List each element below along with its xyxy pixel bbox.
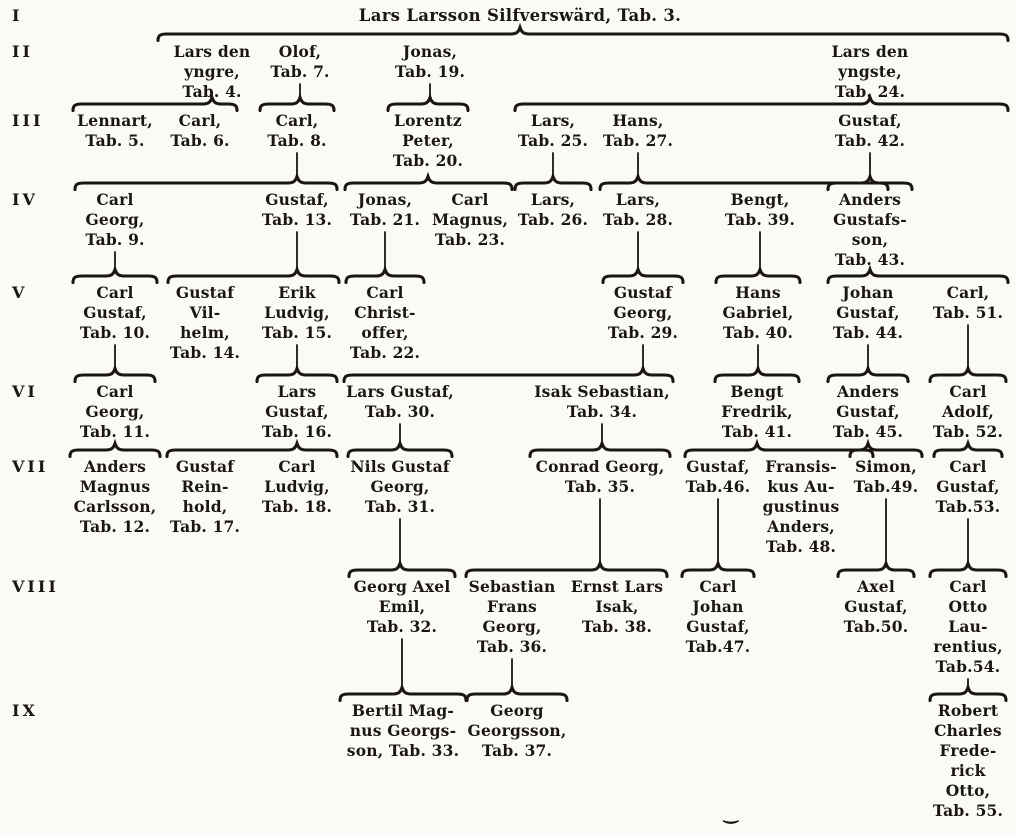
person-tab-16 bbox=[262, 382, 332, 442]
person-text-line: Tab. 19. bbox=[394, 62, 466, 81]
person-text-line: Tab. 22. bbox=[349, 343, 421, 362]
person-text-line: Georg, bbox=[370, 477, 430, 496]
person-text-line: yngre, bbox=[184, 62, 240, 81]
person-tab-4 bbox=[174, 42, 251, 102]
person-text-line: Tab.46. bbox=[685, 477, 751, 496]
generation-label-IV: IV bbox=[12, 190, 38, 209]
person-tab-14 bbox=[170, 283, 240, 363]
person-text-line: yngste, bbox=[838, 62, 902, 81]
person-text-line: Lars den bbox=[173, 42, 251, 61]
person-text-line: offer, bbox=[361, 323, 409, 342]
connector-path bbox=[70, 444, 160, 457]
person-text-line: Carl, bbox=[178, 111, 222, 130]
person-text-line: Axel bbox=[857, 577, 895, 596]
person-text-line: Ludvig, bbox=[264, 477, 330, 496]
person-text-line: Tab.50. bbox=[843, 617, 909, 636]
person-text-line: Carl bbox=[699, 577, 737, 596]
person-text-line: Tab. 25. bbox=[517, 131, 589, 150]
person-text-line: son, bbox=[851, 230, 889, 249]
person-text-line: Tab. 37. bbox=[481, 741, 553, 760]
person-tab-21 bbox=[350, 190, 420, 230]
person-text-line: Tab. 28. bbox=[602, 210, 674, 229]
generation-label-I: I bbox=[12, 6, 23, 25]
person-text-line: Gustaf bbox=[175, 457, 235, 476]
person-tab-32 bbox=[354, 577, 451, 637]
connector-path bbox=[260, 98, 334, 111]
connector-path bbox=[934, 444, 1002, 457]
person-text-line: Robert bbox=[937, 701, 999, 720]
person-text-line: Vil- bbox=[189, 303, 221, 322]
person-tab-28 bbox=[603, 190, 673, 230]
person-tab-54 bbox=[933, 577, 1002, 677]
person-text-line: Tab. 18. bbox=[261, 497, 333, 516]
person-tab-49 bbox=[854, 457, 919, 497]
person-tab-10 bbox=[80, 283, 150, 343]
person-tab-23 bbox=[432, 190, 508, 250]
person-text-line: Lennart, bbox=[77, 111, 153, 130]
person-text-line: Carl, bbox=[275, 111, 319, 130]
person-text-line: Tab. 31. bbox=[364, 497, 436, 516]
person-tab-26 bbox=[518, 190, 588, 230]
person-text-line: Hans, bbox=[612, 111, 664, 130]
person-text-line: Johan bbox=[692, 597, 744, 616]
person-text-line: Georg, bbox=[613, 303, 673, 322]
stray-ink-mark: ‿ bbox=[724, 804, 738, 824]
person-text-line: Tab. 35. bbox=[564, 477, 636, 496]
person-text-line: Isak, bbox=[595, 597, 639, 616]
connector-path bbox=[466, 564, 667, 577]
person-text-line: Tab. 34. bbox=[566, 402, 638, 421]
person-tab-11 bbox=[80, 382, 150, 442]
person-text-line: hold, bbox=[182, 497, 228, 516]
person-text-line: Tab. 21. bbox=[349, 210, 421, 229]
generation-label-III: III bbox=[12, 111, 44, 130]
connector-path bbox=[348, 444, 452, 457]
generation-label-IX: IX bbox=[12, 701, 38, 720]
person-text-line: Tab. 42. bbox=[834, 131, 906, 150]
person-text-line: Carl, bbox=[946, 283, 990, 302]
person-text-line: Olof, bbox=[278, 42, 322, 61]
person-text-line: Georg Axel bbox=[353, 577, 451, 596]
person-text-line: Tab. 41. bbox=[721, 422, 793, 441]
generation-label-V: V bbox=[12, 283, 28, 302]
connector-path bbox=[168, 270, 339, 283]
person-text-line: Anders, bbox=[767, 517, 835, 536]
person-tab-38 bbox=[571, 577, 663, 637]
person-text-line: Bengt, bbox=[730, 190, 790, 209]
person-text-line: Bengt bbox=[730, 382, 784, 401]
person-tab-6 bbox=[170, 111, 229, 151]
connector-path bbox=[467, 688, 567, 701]
person-text-line: Gustafs- bbox=[833, 210, 907, 229]
person-tab-51 bbox=[933, 283, 1003, 323]
person-text-line: Carl bbox=[949, 382, 987, 401]
connector-path bbox=[838, 564, 914, 577]
person-text-line: Carl bbox=[949, 457, 987, 476]
connector-path bbox=[930, 369, 1006, 382]
person-text-line: Tab. 13. bbox=[261, 210, 333, 229]
person-tab-8 bbox=[267, 111, 326, 151]
person-text-line: Gustaf, bbox=[836, 402, 900, 421]
person-text-line: Tab. 36. bbox=[476, 637, 548, 656]
person-text-line: Otto bbox=[948, 597, 988, 616]
person-tab-34 bbox=[534, 382, 670, 422]
person-text-line: Tab. 39. bbox=[724, 210, 796, 229]
person-tab-46 bbox=[686, 457, 751, 497]
person-tab-43 bbox=[833, 190, 907, 270]
connector-path bbox=[828, 270, 1008, 283]
person-text-line: Tab.53. bbox=[935, 497, 1001, 516]
person-text-line: Lars Larsson Silfverswärd, Tab. 3. bbox=[358, 6, 682, 25]
generation-label-VIII: VIII bbox=[12, 577, 59, 596]
person-text-line: Georg, bbox=[85, 210, 145, 229]
person-text-line: Tab. 15. bbox=[261, 323, 333, 342]
person-tab-7 bbox=[270, 42, 329, 82]
person-text-line: Peter, bbox=[402, 131, 454, 150]
person-text-line: Frans bbox=[487, 597, 537, 616]
person-tab-33 bbox=[347, 701, 459, 761]
generation-label-VI: VI bbox=[12, 382, 38, 401]
person-text-line: Sebastian bbox=[468, 577, 556, 596]
person-text-line: Tab. 48. bbox=[765, 537, 837, 556]
person-text-line: Tab. 51. bbox=[932, 303, 1004, 322]
person-text-line: Tab. 30. bbox=[364, 402, 436, 421]
person-text-line: Rein- bbox=[181, 477, 229, 496]
person-text-line: gustinus bbox=[762, 497, 840, 516]
person-text-line: Lorentz bbox=[394, 111, 462, 130]
person-text-line: Tab. 10. bbox=[79, 323, 151, 342]
connector-path bbox=[75, 177, 337, 190]
person-text-line: Carl bbox=[96, 190, 134, 209]
person-tab-3 bbox=[359, 6, 681, 26]
person-tab-50 bbox=[844, 577, 909, 637]
person-text-line: Tab. 27. bbox=[602, 131, 674, 150]
person-text-line: Tab. 23. bbox=[434, 230, 506, 249]
connector-path bbox=[930, 688, 1006, 701]
person-tab-55 bbox=[933, 701, 1003, 821]
person-text-line: Fredrik, bbox=[721, 402, 793, 421]
person-tab-37 bbox=[468, 701, 567, 761]
person-text-line: Magnus, bbox=[431, 210, 509, 229]
generation-label-VII: VII bbox=[12, 457, 49, 476]
person-text-line: Hans bbox=[735, 283, 781, 302]
person-text-line: Anders bbox=[83, 457, 147, 476]
person-text-line: Christ- bbox=[354, 303, 416, 322]
person-text-line: Tab. 7. bbox=[270, 62, 330, 81]
person-tab-24 bbox=[832, 42, 909, 102]
person-text-line: rick bbox=[950, 761, 986, 780]
person-text-line: Carl bbox=[96, 382, 134, 401]
person-tab-12 bbox=[74, 457, 157, 537]
person-text-line: Lars den bbox=[831, 42, 909, 61]
person-text-line: Tab. 16. bbox=[261, 422, 333, 441]
connector-path bbox=[850, 444, 922, 457]
person-text-line: Jonas, bbox=[402, 42, 458, 61]
person-text-line: Tab. 44. bbox=[832, 323, 904, 342]
person-text-line: Tab. 5. bbox=[85, 131, 145, 150]
person-text-line: Tab. 20. bbox=[392, 151, 464, 170]
connector-path bbox=[685, 444, 873, 457]
person-text-line: Tab. 38. bbox=[581, 617, 653, 636]
person-text-line: Tab. 9. bbox=[85, 230, 145, 249]
person-text-line: Tab. 29. bbox=[607, 323, 679, 342]
person-text-line: Lars, bbox=[615, 190, 661, 209]
person-text-line: Ernst Lars bbox=[570, 577, 664, 596]
person-text-line: Gustaf, bbox=[265, 190, 329, 209]
connector-path bbox=[682, 564, 754, 577]
connector-path bbox=[344, 369, 673, 382]
person-tab-15 bbox=[262, 283, 332, 343]
person-text-line: Tab. 32. bbox=[366, 617, 438, 636]
person-text-line: Adolf, bbox=[941, 402, 995, 421]
connector-path bbox=[515, 177, 591, 190]
person-tab-39 bbox=[725, 190, 795, 230]
person-tab-53 bbox=[936, 457, 1001, 517]
person-text-line: Tab. 12. bbox=[79, 517, 151, 536]
person-text-line: Gabriel, bbox=[722, 303, 794, 322]
person-text-line: Carl bbox=[278, 457, 316, 476]
person-text-line: Frede- bbox=[939, 741, 997, 760]
person-text-line: Conrad Georg, bbox=[535, 457, 665, 476]
person-tab-22 bbox=[350, 283, 420, 363]
connector-path bbox=[930, 564, 1006, 577]
person-text-line: Tab.47. bbox=[685, 637, 751, 656]
person-text-line: Gustaf, bbox=[83, 303, 147, 322]
person-tab-36 bbox=[469, 577, 556, 657]
person-text-line: Gustaf, bbox=[265, 402, 329, 421]
person-tab-31 bbox=[350, 457, 449, 517]
connector-path bbox=[715, 369, 799, 382]
connector-path bbox=[515, 98, 1008, 111]
person-text-line: son, Tab. 33. bbox=[346, 741, 460, 760]
person-tab-30 bbox=[346, 382, 454, 422]
person-text-line: Georgsson, bbox=[467, 721, 567, 740]
person-tab-25 bbox=[518, 111, 588, 151]
person-tab-17 bbox=[170, 457, 240, 537]
connector-path bbox=[530, 444, 670, 457]
person-text-line: Lau- bbox=[948, 617, 988, 636]
person-text-line: Anders bbox=[836, 382, 900, 401]
person-text-line: Isak Sebastian, bbox=[534, 382, 670, 401]
person-text-line: Ludvig, bbox=[264, 303, 330, 322]
person-tab-18 bbox=[262, 457, 332, 517]
person-text-line: Gustaf, bbox=[836, 303, 900, 322]
person-tab-41 bbox=[721, 382, 792, 442]
connector-path bbox=[603, 270, 683, 283]
person-text-line: Tab. 8. bbox=[267, 131, 327, 150]
person-text-line: Gustaf, bbox=[838, 111, 902, 130]
person-text-line: Gustaf, bbox=[844, 597, 908, 616]
person-text-line: rentius, bbox=[933, 637, 1003, 656]
person-tab-27 bbox=[603, 111, 673, 151]
person-tab-44 bbox=[833, 283, 903, 343]
person-text-line: Simon, bbox=[855, 457, 917, 476]
person-text-line: Carl bbox=[366, 283, 404, 302]
person-text-line: Tab. 17. bbox=[169, 517, 241, 536]
person-text-line: Otto, bbox=[945, 781, 991, 800]
person-text-line: Gustaf bbox=[613, 283, 673, 302]
person-tab-29 bbox=[608, 283, 678, 343]
person-text-line: Tab.54. bbox=[935, 657, 1001, 676]
person-text-line: Bertil Mag- bbox=[351, 701, 455, 720]
person-text-line: Jonas, bbox=[357, 190, 413, 209]
person-tab-13 bbox=[262, 190, 332, 230]
person-text-line: Tab. 40. bbox=[722, 323, 794, 342]
person-text-line: Tab. 26. bbox=[517, 210, 589, 229]
person-tab-40 bbox=[723, 283, 794, 343]
person-text-line: Erik bbox=[278, 283, 316, 302]
person-text-line: Carl bbox=[96, 283, 134, 302]
person-text-line: Tab.49. bbox=[853, 477, 919, 496]
person-tab-48 bbox=[763, 457, 840, 557]
person-text-line: Anders bbox=[838, 190, 902, 209]
connector-path bbox=[346, 270, 424, 283]
person-tab-45 bbox=[833, 382, 903, 442]
person-text-line: Fransis- bbox=[765, 457, 837, 476]
connector-path bbox=[828, 369, 908, 382]
connector-path bbox=[388, 98, 468, 111]
person-text-line: Gustaf, bbox=[686, 617, 750, 636]
person-text-line: Tab. 6. bbox=[170, 131, 230, 150]
person-text-line: Tab. 14. bbox=[169, 343, 241, 362]
connector-path bbox=[73, 270, 157, 283]
connector-path bbox=[345, 177, 512, 190]
person-text-line: Tab. 55. bbox=[932, 801, 1004, 820]
connector-path bbox=[257, 369, 337, 382]
person-text-line: Carl bbox=[451, 190, 489, 209]
person-text-line: Emil, bbox=[378, 597, 426, 616]
person-text-line: helm, bbox=[180, 323, 230, 342]
person-text-line: Johan bbox=[842, 283, 894, 302]
person-text-line: Gustaf bbox=[175, 283, 235, 302]
person-tab-9 bbox=[85, 190, 144, 250]
person-text-line: Gustaf, bbox=[936, 477, 1000, 496]
person-text-line: Lars, bbox=[530, 111, 576, 130]
generation-label-II: II bbox=[12, 42, 33, 61]
person-text-line: kus Au- bbox=[767, 477, 835, 496]
connector-path bbox=[349, 564, 455, 577]
connector-path bbox=[158, 28, 1008, 41]
person-text-line: Georg bbox=[490, 701, 544, 720]
person-text-line: Carlsson, bbox=[73, 497, 157, 516]
person-tab-47 bbox=[686, 577, 751, 657]
person-text-line: Georg, bbox=[85, 402, 145, 421]
person-text-line: Magnus bbox=[79, 477, 151, 496]
person-text-line: Tab. 52. bbox=[932, 422, 1004, 441]
person-tab-42 bbox=[835, 111, 905, 151]
person-text-line: nus Georgs- bbox=[349, 721, 457, 740]
person-text-line: Lars, bbox=[530, 190, 576, 209]
person-text-line: Tab. 45. bbox=[832, 422, 904, 441]
person-text-line: Lars Gustaf, bbox=[346, 382, 454, 401]
person-tab-5 bbox=[77, 111, 153, 151]
person-text-line: Lars bbox=[277, 382, 317, 401]
connector-path bbox=[75, 369, 155, 382]
person-text-line: Tab. 11. bbox=[79, 422, 151, 441]
person-text-line: Georg, bbox=[482, 617, 542, 636]
person-text-line: Carl bbox=[949, 577, 987, 596]
person-text-line: Tab. 4. bbox=[182, 82, 242, 101]
person-tab-19 bbox=[395, 42, 465, 82]
person-text-line: Tab. 43. bbox=[834, 250, 906, 269]
person-text-line: Tab. 24. bbox=[834, 82, 906, 101]
connector-path bbox=[340, 688, 466, 701]
person-text-line: Charles bbox=[934, 721, 1002, 740]
person-text-line: Nils Gustaf bbox=[350, 457, 450, 476]
person-tab-35 bbox=[536, 457, 665, 497]
person-tab-52 bbox=[933, 382, 1003, 442]
connector-path bbox=[167, 444, 337, 457]
person-tab-20 bbox=[393, 111, 463, 171]
person-text-line: Gustaf, bbox=[686, 457, 750, 476]
connector-path bbox=[716, 270, 800, 283]
